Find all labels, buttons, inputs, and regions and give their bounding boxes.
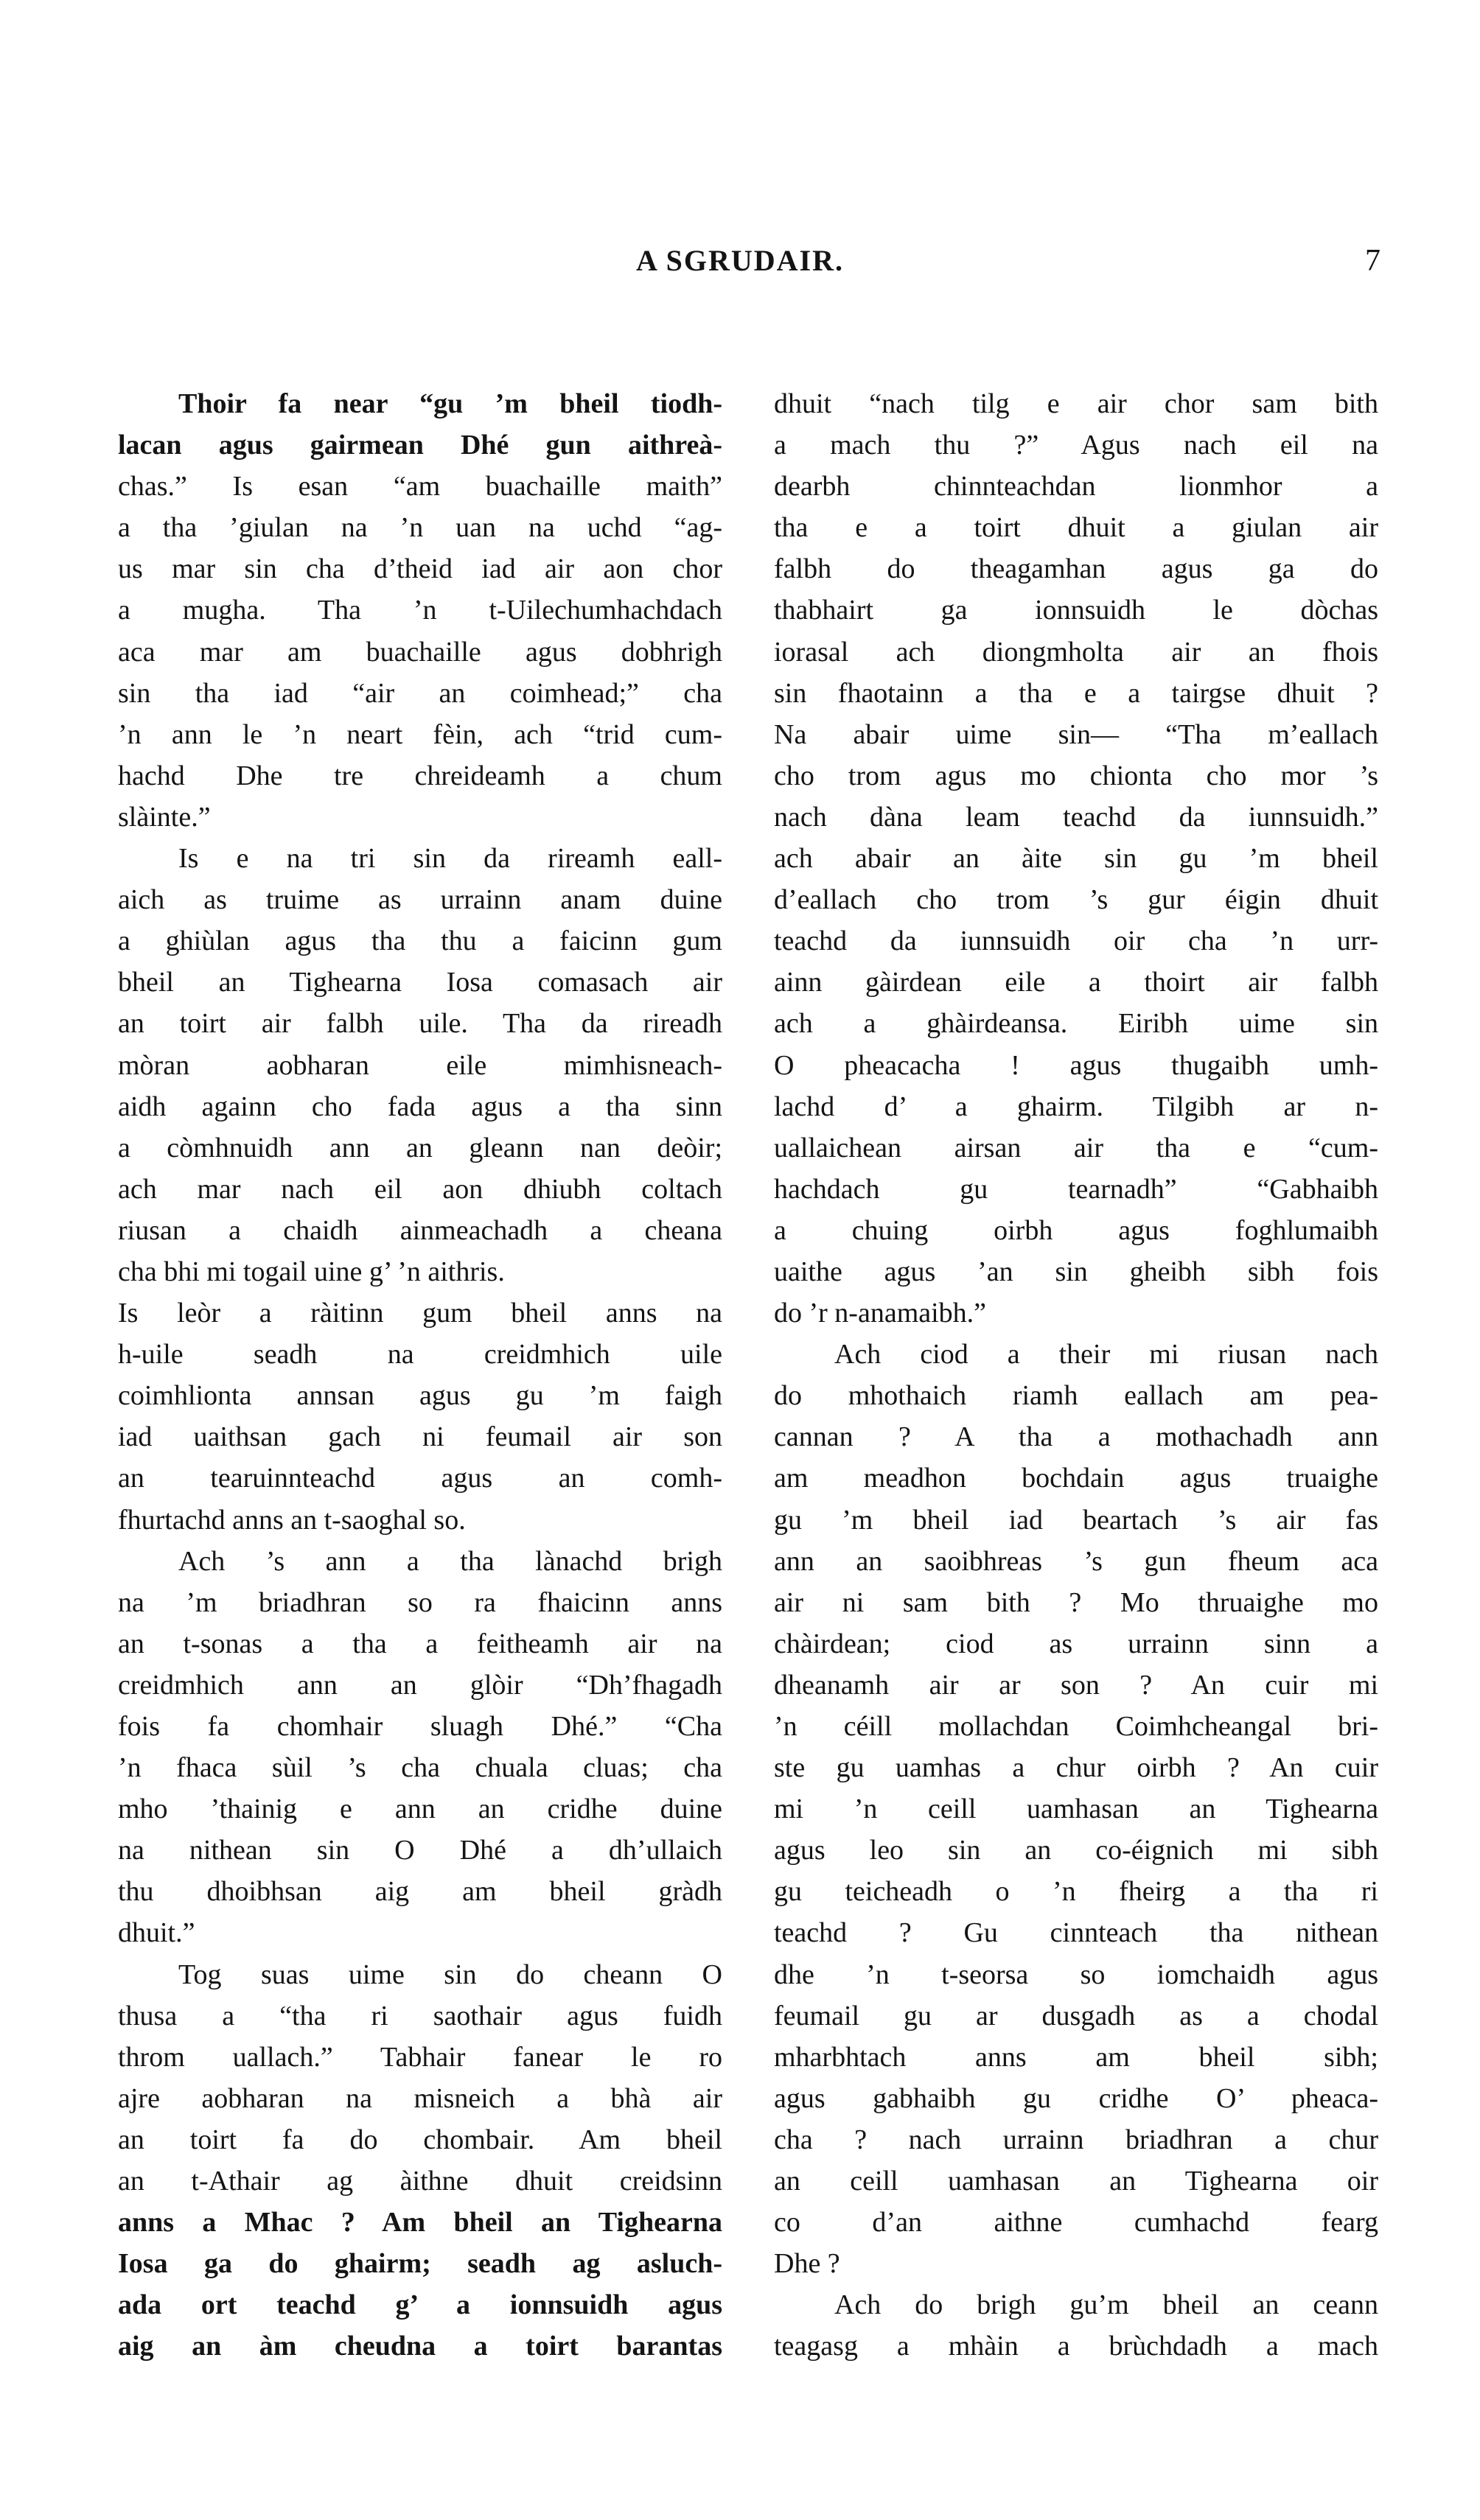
text-line: dheanamh air ar son ? An cuir mi — [774, 1669, 1378, 1701]
text-line: coimhlionta annsan agus gu ’m faigh — [118, 1380, 722, 1412]
text-line: anns a Mhac ? Am bheil an Tighearna — [118, 2207, 722, 2239]
text-line: ’n ann le ’n neart fèin, ach “trid cum- — [118, 718, 722, 750]
text-line: ainn gàirdean eile a thoirt air falbh — [774, 967, 1378, 998]
text-line: cho trom agus mo chionta cho mor ’s — [774, 760, 1378, 791]
page-number: 7 — [1365, 244, 1380, 278]
text-line: an ceill uamhasan an Tighearna oir — [774, 2166, 1378, 2197]
text-line: teagasg a mhàin a brùchdadh a mach — [774, 2331, 1378, 2362]
text-line: sin fhaotainn a tha e a tairgse dhuit ? — [774, 677, 1378, 709]
text-line: O pheacacha ! agus thugaibh umh- — [774, 1049, 1378, 1081]
text-line: an toirt fa do chombair. Am bheil — [118, 2124, 722, 2155]
text-line: lachd d’ a ghairm. Tilgibh ar n- — [774, 1091, 1378, 1122]
text-line: chas.” Is esan “am buachaille maith” — [118, 471, 722, 503]
text-line: h-uile seadh na creidmhich uile — [118, 1339, 722, 1371]
text-line: sin tha iad “air an coimhead;” cha — [118, 677, 722, 709]
text-line: iad uaithsan gach ni feumail air son — [118, 1421, 722, 1453]
text-line: agus leo sin an co-éignich mi sibh — [774, 1835, 1378, 1866]
text-line: do mhothaich riamh eallach am pea- — [774, 1380, 1378, 1412]
text-line: an t-Athair ag àithne dhuit creidsinn — [118, 2166, 722, 2197]
text-line: teachd da iunnsuidh oir cha ’n urr- — [774, 925, 1378, 957]
text-line: thusa a “tha ri saothair agus fuidh — [118, 2000, 722, 2031]
text-line: a mach thu ?” Agus nach eil na — [774, 430, 1378, 461]
text-line: uallaichean airsan air tha e “cum- — [774, 1132, 1378, 1163]
text-line: fhurtachd anns an t-saoghal so. — [118, 1504, 466, 1536]
text-line: Thoir fa near “gu ’m bheil tiodh- — [178, 388, 722, 419]
text-line: mi ’n ceill uamhasan an Tighearna — [774, 1793, 1378, 1825]
text-line: aca mar am buachaille agus dobhrigh — [118, 636, 722, 668]
text-line: Na abair uime sin— “Tha m’eallach — [774, 718, 1378, 750]
text-line: ’n céill mollachdan Coimhcheangal bri- — [774, 1711, 1378, 1742]
text-line: aig an àm cheudna a toirt barantas — [118, 2331, 722, 2362]
text-line: gu teicheadh o ’n fheirg a tha ri — [774, 1876, 1378, 1908]
text-line: Dhe ? — [774, 2248, 840, 2280]
text-line: dhuit “nach tilg e air chor sam bith — [774, 388, 1378, 419]
running-title: A SGRUDAIR. — [635, 244, 845, 277]
text-line: uaithe agus ’an sin gheibh sibh fois — [774, 1256, 1378, 1287]
text-line: throm uallach.” Tabhair fanear le ro — [118, 2041, 722, 2073]
text-line: Tog suas uime sin do cheann O — [178, 1959, 722, 1990]
text-line: us mar sin cha d’theid iad air aon chor — [118, 553, 722, 585]
text-line: ajre aobharan na misneich a bhà air — [118, 2082, 722, 2114]
left-column — [118, 383, 722, 2367]
text-line: cha bhi mi togail uine g’ ’n aithris. — [118, 1256, 505, 1287]
text-line: a chuing oirbh agus foghlumaibh — [774, 1214, 1378, 1246]
text-line: thabhairt ga ionnsuidh le dòchas — [774, 595, 1378, 626]
text-line: ste gu uamhas a chur oirbh ? An cuir — [774, 1752, 1378, 1784]
text-line: ach abair an àite sin gu ’m bheil — [774, 843, 1378, 875]
text-line: an tearuinnteachd agus an comh- — [118, 1463, 722, 1494]
text-line: creidmhich ann an glòir “Dh’fhagadh — [118, 1669, 722, 1701]
text-line: dhuit.” — [118, 1917, 195, 1949]
text-line: a mugha. Tha ’n t-Uilechumhachdach — [118, 595, 722, 626]
text-line: feumail gu ar dusgadh as a chodal — [774, 2000, 1378, 2031]
running-head — [0, 243, 1480, 295]
text-line: bheil an Tighearna Iosa comasach air — [118, 967, 722, 998]
text-line: Ach ciod a their mi riusan nach — [834, 1339, 1378, 1371]
text-line: ann an saoibhreas ’s gun fheum aca — [774, 1545, 1378, 1577]
text-line: a ghiùlan agus tha thu a faicinn gum — [118, 925, 722, 957]
text-line: Is leòr a ràitinn gum bheil anns na — [118, 1298, 722, 1329]
text-line: an t-sonas a tha a feitheamh air na — [118, 1628, 722, 1659]
text-line: riusan a chaidh ainmeachadh a cheana — [118, 1214, 722, 1246]
text-line: na nithean sin O Dhé a dh’ullaich — [118, 1835, 722, 1866]
text-line: aich as truime as urrainn anam duine — [118, 884, 722, 916]
text-line: mòran aobharan eile mimhisneach- — [118, 1049, 722, 1081]
text-line: cannan ? A tha a mothachadh ann — [774, 1421, 1378, 1453]
text-line: nach dàna leam teachd da iunnsuidh.” — [774, 801, 1378, 833]
text-line: co d’an aithne cumhachd fearg — [774, 2207, 1378, 2239]
text-line: hachd Dhe tre chreideamh a chum — [118, 760, 722, 791]
text-line: fois fa chomhair sluagh Dhé.” “Cha — [118, 1711, 722, 1742]
text-line: dearbh chinnteachdan lionmhor a — [774, 471, 1378, 503]
text-line: cha ? nach urrainn briadhran a chur — [774, 2124, 1378, 2155]
text-line: Ach do brigh gu’m bheil an ceann — [834, 2289, 1378, 2321]
text-line: falbh do theagamhan agus ga do — [774, 553, 1378, 585]
text-line: teachd ? Gu cinnteach tha nithean — [774, 1917, 1378, 1949]
text-line: ach mar nach eil aon dhiubh coltach — [118, 1173, 722, 1205]
text-line: iorasal ach diongmholta air an fhois — [774, 636, 1378, 668]
text-line: a còmhnuidh ann an gleann nan deòir; — [118, 1132, 722, 1163]
text-line: na ’m briadhran so ra fhaicinn anns — [118, 1586, 722, 1618]
text-line: am meadhon bochdain agus truaighe — [774, 1463, 1378, 1494]
text-line: ada ort teachd g’ a ionnsuidh agus — [118, 2289, 722, 2321]
text-line: gu ’m bheil iad beartach ’s air fas — [774, 1504, 1378, 1536]
text-line: Ach ’s ann a tha lànachd brigh — [178, 1545, 722, 1577]
text-line: dhe ’n t-seorsa so iomchaidh agus — [774, 1959, 1378, 1990]
right-column — [774, 383, 1378, 2367]
text-line: d’eallach cho trom ’s gur éigin dhuit — [774, 884, 1378, 916]
text-line: ach a ghàirdeansa. Eiribh uime sin — [774, 1008, 1378, 1040]
text-line: aidh againn cho fada agus a tha sinn — [118, 1091, 722, 1122]
text-line: slàinte.” — [118, 801, 211, 833]
text-line: a tha ’giulan na ’n uan na uchd “ag- — [118, 512, 722, 544]
text-line: ’n fhaca sùil ’s cha chuala cluas; cha — [118, 1752, 722, 1784]
text-line: agus gabhaibh gu cridhe O’ pheaca- — [774, 2082, 1378, 2114]
text-line: thu dhoibhsan aig am bheil gràdh — [118, 1876, 722, 1908]
text-line: Iosa ga do ghairm; seadh ag asluch- — [118, 2248, 722, 2280]
text-line: chàirdean; ciod as urrainn sinn a — [774, 1628, 1378, 1659]
text-line: tha e a toirt dhuit a giulan air — [774, 512, 1378, 544]
text-line: mho ’thainig e ann an cridhe duine — [118, 1793, 722, 1825]
text-line: lacan agus gairmean Dhé gun aithreà- — [118, 430, 722, 461]
text-line: hachdach gu tearnadh” “Gabhaibh — [774, 1173, 1378, 1205]
text-line: an toirt air falbh uile. Tha da rireadh — [118, 1008, 722, 1040]
text-line: do ’r n-anamaibh.” — [774, 1298, 987, 1329]
text-line: mharbhtach anns am bheil sibh; — [774, 2041, 1378, 2073]
text-line: Is e na tri sin da rireamh eall- — [178, 843, 722, 875]
text-line: air ni sam bith ? Mo thruaighe mo — [774, 1586, 1378, 1618]
